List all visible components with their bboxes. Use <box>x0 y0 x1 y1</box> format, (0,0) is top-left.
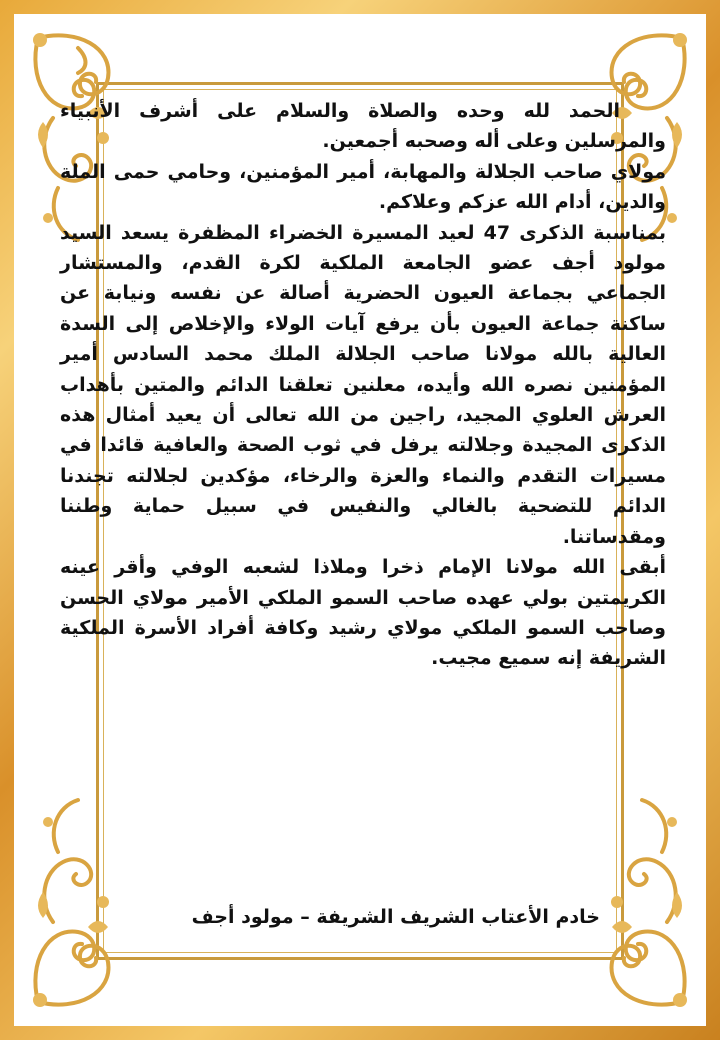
ornament-bottom-right-icon <box>592 792 702 1022</box>
letter-body <box>60 96 666 674</box>
paragraph-opening: الحمد لله وحده والصلاة والسلام على أشرف الأنبياء والمرسلين وعلى أله وصحبه أجمعين. <box>60 100 666 153</box>
paragraph-salutation: مولاي صاحب الجلالة والمهابة، أمير المؤمنين، وحامي حمى الملة والدين، أدام الله عزكم وعلاكم. <box>60 160 666 214</box>
paragraph-closing: أبقى الله مولانا الإمام ذخرا وملاذا لشعبه الوفي وأقر عينه الكريمتين بولي عهده صاحب السمو الملكي الأمير مولاي الحسن وصاحب السمو الملكي مولاي رشيد وكافة أفراد الأسرة الملكية الشريفة إنه سميع مجيب. <box>60 556 666 670</box>
signature: خادم الأعتاب الشريف الشريفة – مولود أجف <box>191 906 600 928</box>
paragraph-main: بمناسبة الذكرى 47 لعيد المسيرة الخضراء المظفرة يسعد السيد مولود أجف عضو الجامعة الملكية لكرة القدم، والمستشار الجماعي بجماعة العيون الحضرية أصالة عن نفسه ونيابة عن ساكنة جماعة العيون بأن يرفع آيات الولاء والإخلاص إلى السدة العالية بالله مولانا صاحب الجلالة الملك محمد السادس أمير المؤمنين نصره الله وأيده، معلنين تعلقنا الدائم والمتين بأهداب العرش العلوي المجيد، راجين من الله تعالى أن يعيد أمثال هذه الذكرى المجيدة وجلالته يرفل في ثوب الصحة والعافية قائدا في مسيرات التقدم والنماء والعزة والرخاء، مؤكدين لجلالته تجندنا الدائم للتضحية بالغالي والنفيس في سبيل حماية وطننا ومقدساتنا. <box>60 221 666 548</box>
